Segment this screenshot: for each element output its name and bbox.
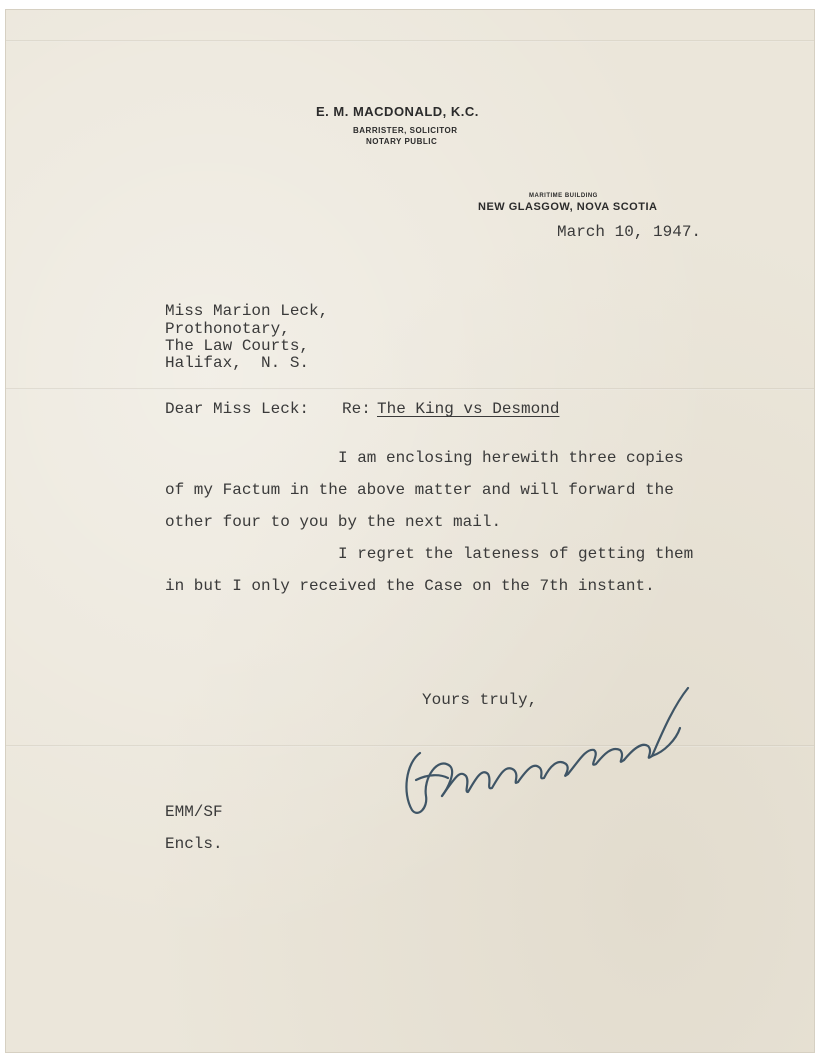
body-line: of my Factum in the above matter and will forward the — [165, 481, 674, 499]
enclosures: Encls. — [165, 835, 223, 853]
letterhead-title: NOTARY PUBLIC — [366, 137, 438, 146]
reference-initials: EMM/SF — [165, 803, 223, 821]
body-line: I regret the lateness of getting them — [338, 545, 694, 563]
letterhead-title: BARRISTER, SOLICITOR — [353, 126, 458, 135]
re-prefix: Re: — [342, 400, 371, 418]
letter-sheet — [6, 10, 814, 1052]
letterhead-building: MARITIME BUILDING — [529, 193, 598, 199]
closing: Yours truly, — [422, 691, 538, 709]
re-subject: The King vs Desmond — [377, 400, 560, 418]
letterhead-city: NEW GLASGOW, NOVA SCOTIA — [478, 201, 658, 213]
recipient-city: Halifax, N. S. — [165, 354, 310, 372]
letterhead-name: E. M. MACDONALD, K.C. — [316, 104, 479, 119]
paper-fold — [6, 388, 814, 390]
body-line: in but I only received the Case on the 7th instant. — [165, 577, 655, 595]
letter-date: March 10, 1947. — [557, 223, 702, 241]
recipient-title: Prothonotary, — [165, 320, 290, 338]
paper-fold — [6, 40, 814, 42]
body-line: other four to you by the next mail. — [165, 513, 502, 531]
signature-image — [398, 678, 698, 823]
recipient-name: Miss Marion Leck, — [165, 302, 329, 320]
body-line: I am enclosing herewith three copies — [338, 449, 684, 467]
recipient-address: The Law Courts, — [165, 337, 310, 355]
salutation: Dear Miss Leck: — [165, 400, 310, 418]
